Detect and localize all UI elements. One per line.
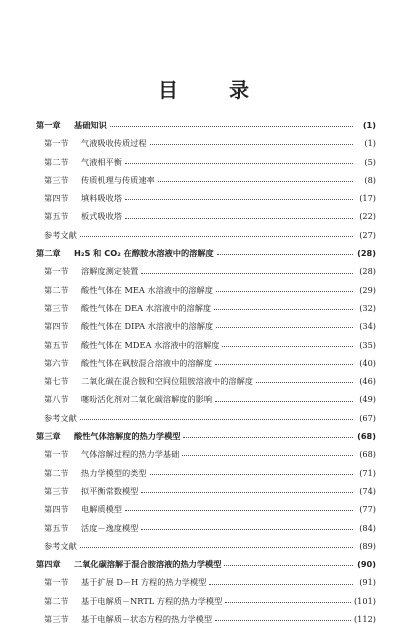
dot-leader: [80, 236, 353, 237]
toc-page-number: (28): [357, 248, 376, 259]
toc-section-entry[interactable]: [36, 299, 376, 317]
toc-entry-label: 第四节: [44, 504, 69, 515]
toc-section-entry[interactable]: [36, 592, 376, 610]
toc-entry-title: H₂S 和 CO₂ 在醇胺水溶液中的溶解度: [74, 248, 214, 259]
toc-section-entry[interactable]: [36, 134, 376, 152]
dot-leader: [215, 620, 351, 621]
toc-section-entry[interactable]: [36, 354, 376, 372]
toc-page-number: (68): [357, 431, 376, 442]
toc-entry-label: 第三节: [44, 174, 69, 185]
dot-leader: [224, 565, 353, 566]
dot-leader: [222, 346, 353, 347]
toc-page-number: (89): [359, 540, 376, 551]
toc-entry-title: 传质机理与传质速率: [81, 174, 155, 185]
toc-entry-label: 第三节: [44, 485, 69, 496]
toc-entry-label: 第四章: [36, 559, 61, 570]
toc-chapter-entry[interactable]: [36, 427, 376, 445]
dot-leader: [215, 364, 353, 365]
toc-entry-label: 第五节: [44, 211, 69, 222]
toc-entry-title: 二氧化碳在混合胺和空间位阻胺溶液中的溶解度: [81, 376, 253, 387]
dot-leader: [217, 254, 353, 255]
toc-entry-label: 第五节: [44, 522, 69, 533]
toc-entry-title: 基于电解质－NRTL 方程的热力学模型: [81, 595, 223, 606]
toc-entry-title: 基础知识: [74, 120, 107, 130]
dot-leader: [182, 455, 353, 456]
toc-section-entry[interactable]: [36, 610, 376, 628]
toc-section-entry[interactable]: [36, 500, 376, 518]
toc-entry-label: 第一章: [36, 120, 61, 130]
toc-section-entry[interactable]: [36, 189, 376, 207]
toc-entry-title: 溶解度测定装置: [81, 266, 139, 277]
toc-entry-label: 第三节: [44, 614, 69, 625]
toc-entry-title: 基于电解质－状态方程的热力学模型: [81, 614, 213, 625]
toc-section-entry[interactable]: [36, 573, 376, 591]
toc-section-entry[interactable]: [36, 482, 376, 500]
dot-leader: [183, 437, 353, 438]
toc-page-number: (5): [364, 156, 376, 167]
dot-leader: [256, 382, 353, 383]
toc-page-number: (17): [359, 193, 376, 204]
toc-entry-title: 参考文献: [44, 229, 77, 240]
toc-page-number: (71): [359, 467, 376, 478]
toc-section-entry[interactable]: [36, 390, 376, 408]
toc-entry-label: 第二节: [44, 284, 69, 295]
toc-entry-title: 电解质模型: [81, 504, 122, 515]
toc-entry-title: 参考文献: [44, 540, 77, 551]
toc-entry-label: 第二章: [36, 248, 61, 259]
toc-entry-title: 参考文献: [44, 412, 77, 423]
toc-entry-title: 气体溶解过程的热力学基础: [81, 449, 180, 460]
toc-section-entry[interactable]: [36, 372, 376, 390]
toc-entry-label: 第四节: [44, 193, 69, 204]
dot-leader: [125, 510, 353, 511]
toc-page-number: (84): [359, 522, 376, 533]
dot-leader: [216, 291, 353, 292]
toc-page-number: (46): [359, 376, 376, 387]
toc-page-number: (101): [353, 595, 376, 606]
toc-entry-label: 第一节: [44, 138, 69, 149]
toc-entry-title: 酸性气体在砜胺混合溶液中的溶解度: [81, 357, 213, 368]
toc-page-number: (112): [353, 614, 376, 625]
toc-section-entry[interactable]: [36, 262, 376, 280]
dot-leader: [150, 144, 353, 145]
toc-entry-label: 第二节: [44, 467, 69, 478]
dot-leader: [141, 273, 353, 274]
toc-chapter-entry[interactable]: [36, 244, 376, 262]
toc-chapter-entry[interactable]: [36, 555, 376, 573]
toc-page-number: (27): [359, 229, 376, 240]
toc-page-number: (8): [364, 174, 376, 185]
dot-leader: [214, 309, 353, 310]
toc-entry-title: 二氧化碳溶解于混合胺溶液的热力学模型: [74, 559, 222, 570]
dot-leader: [141, 492, 353, 493]
toc-section-entry[interactable]: [36, 445, 376, 463]
toc-entry-title: 气液吸收传质过程: [81, 138, 147, 149]
toc-entry-label: 第八节: [44, 394, 69, 405]
toc-page-number: (49): [359, 394, 376, 405]
toc-page-number: (77): [359, 504, 376, 515]
toc-entry-title: 基于扩展 D－H 方程的热力学模型: [81, 577, 207, 588]
toc-chapter-entry[interactable]: [36, 116, 376, 134]
dot-leader: [80, 419, 353, 420]
toc-entry-title: 板式吸收塔: [81, 211, 122, 222]
toc-page-number: (1): [364, 138, 376, 149]
toc-entry-label: 第二节: [44, 595, 69, 606]
dot-leader: [125, 199, 353, 200]
toc-page-number: (67): [359, 412, 376, 423]
dot-leader: [225, 602, 351, 603]
toc-section-entry[interactable]: [36, 519, 376, 537]
toc-entry-label: 第五节: [44, 339, 69, 350]
toc-entry-title: 酸性气体在 DEA 水溶液中的溶解度: [81, 302, 212, 313]
toc-section-entry[interactable]: [36, 336, 376, 354]
toc-entry-label: 第四节: [44, 321, 69, 332]
dot-leader: [215, 401, 353, 402]
toc-entry-title: 拟平衡常数模型: [81, 485, 139, 496]
toc-entry-title: 填料吸收塔: [81, 193, 122, 204]
toc-section-entry[interactable]: [36, 153, 376, 171]
toc-entry-label: 第一节: [44, 449, 69, 460]
toc-page-number: (28): [359, 266, 376, 277]
toc-section-entry[interactable]: [36, 207, 376, 225]
toc-page-number: (68): [359, 449, 376, 460]
toc-entry-label: 第六节: [44, 357, 69, 368]
toc-entry-title: 活度－逸度模型: [81, 522, 139, 533]
toc-entry-title: 酸性气体溶解度的热力学模型: [74, 431, 181, 442]
toc-section-entry[interactable]: [36, 171, 376, 189]
toc-page-number: (32): [359, 302, 376, 313]
toc-entry-label: 第三章: [36, 431, 61, 442]
dot-leader: [125, 163, 353, 164]
toc-entry-title: 噻吩活化剂对二氧化碳溶解度的影响: [81, 394, 213, 405]
toc-entry-title: 酸性气体在 MDEA 水溶液中的溶解度: [81, 339, 220, 350]
table-of-contents: [36, 116, 376, 628]
toc-page-number: (90): [357, 559, 376, 570]
dot-leader: [125, 218, 353, 219]
toc-reference-entry[interactable]: [36, 537, 376, 555]
dot-leader: [110, 126, 353, 127]
toc-page-number: (74): [359, 485, 376, 496]
dot-leader: [141, 529, 353, 530]
toc-page-number: (91): [359, 577, 376, 588]
toc-entry-label: 第七节: [44, 376, 69, 387]
dot-leader: [150, 474, 353, 475]
toc-entry-title: 酸性气体在 DIPA 水溶液中的溶解度: [81, 321, 214, 332]
toc-section-entry[interactable]: [36, 281, 376, 299]
toc-section-entry[interactable]: [36, 464, 376, 482]
toc-entry-title: 气液相平衡: [81, 156, 122, 167]
dot-leader: [158, 181, 353, 182]
toc-entry-label: 第三节: [44, 302, 69, 313]
toc-entry-label: 第一节: [44, 266, 69, 277]
page-title: 目 录: [158, 78, 271, 102]
toc-reference-entry[interactable]: [36, 226, 376, 244]
dot-leader: [216, 327, 353, 328]
toc-entry-title: 酸性气体在 MEA 水溶液中的溶解度: [81, 284, 213, 295]
toc-reference-entry[interactable]: [36, 409, 376, 427]
toc-section-entry[interactable]: [36, 317, 376, 335]
dot-leader: [80, 547, 353, 548]
toc-page-number: (35): [359, 339, 376, 350]
toc-entry-label: 第一节: [44, 577, 69, 588]
dot-leader: [209, 584, 353, 585]
toc-entry-title: 热力学模型的类型: [81, 467, 147, 478]
toc-page-number: (34): [359, 321, 376, 332]
toc-page-number: (22): [359, 211, 376, 222]
toc-page-number: (29): [359, 284, 376, 295]
toc-entry-label: 第二节: [44, 156, 69, 167]
toc-page-number: (1): [362, 120, 376, 130]
toc-page-number: (40): [359, 357, 376, 368]
